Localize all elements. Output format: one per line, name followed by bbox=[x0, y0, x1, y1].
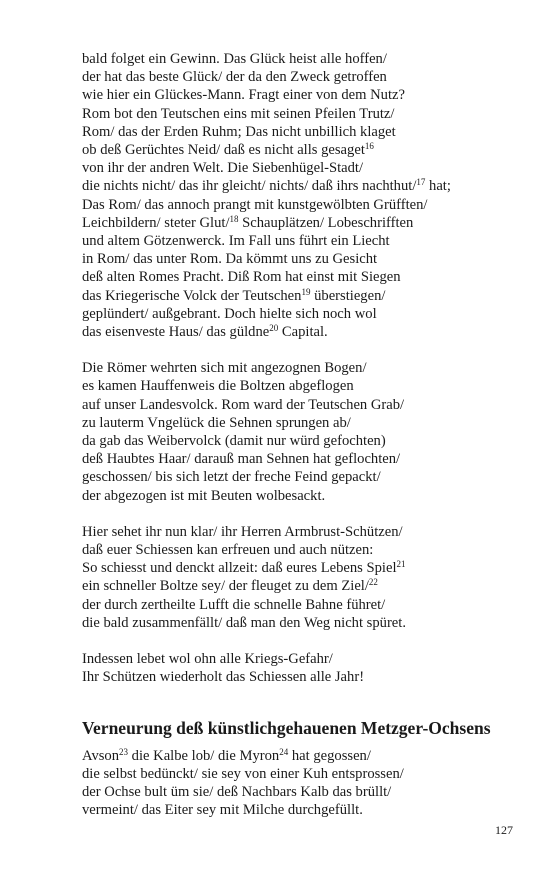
poem-line: Hier sehet ihr nun klar/ ihr Herren Armbrust-Schützen/ bbox=[82, 523, 403, 540]
page-number: 127 bbox=[495, 823, 513, 837]
poem-line: Rom bot den Teutschen eins mit seinen Pfeilen Trutz/ bbox=[82, 105, 395, 122]
poem-line: Ihr Schützen wiederholt das Schiessen alle Jahr! bbox=[82, 669, 365, 686]
poem-line: das eisenveste Haus/ das güldne$^{20}$ Capital. bbox=[82, 323, 328, 341]
footnote-ref: 22 bbox=[368, 577, 378, 588]
poem-line: bald folget ein Gewinn. Das Glück heist alle hoffen/ bbox=[82, 51, 387, 67]
stanza-2 bbox=[82, 359, 522, 505]
footnote-ref: 20 bbox=[269, 323, 279, 334]
poem-line: der durch zertheilte Lufft die schnelle Bahne führet/ bbox=[82, 596, 386, 613]
poem-line: und altem Götzenwerck. Im Fall uns führt ein Liecht bbox=[82, 233, 390, 250]
poem-line: wie hier ein Glückes-Mann. Fragt einer von dem Nutz? bbox=[82, 87, 405, 104]
poem-line: deß alten Romes Pracht. Diß Rom hat einst mit Siegen bbox=[82, 269, 401, 286]
poem-line: es kamen Hauffenweis die Boltzen abgeflogen bbox=[82, 378, 354, 395]
stanza-gap bbox=[82, 632, 522, 650]
poem-line: daß euer Schiessen kan erfreuen und auch nützen: bbox=[82, 542, 374, 559]
poem-line: vermeint/ das Eiter sey mit Milche durchgefüllt. bbox=[82, 802, 363, 819]
poem-line: der hat das beste Glück/ der da den Zweck getroffen bbox=[82, 69, 387, 86]
poem-line: ob deß Gerüchtes Neid/ daß es nicht alls gesaget$^{16}$ bbox=[82, 141, 374, 159]
footnote-ref: 17 bbox=[416, 177, 426, 188]
poem-line: Avson$^{23}$ die Kalbe lob/ die Myron$^{24}$ hat gegossen/ bbox=[82, 746, 371, 764]
poem-heading: Verneurung deß künstlichgehauenen Metzger-Ochsens bbox=[82, 717, 491, 738]
footnote-ref: 19 bbox=[301, 286, 311, 297]
poem-line: in Rom/ das unter Rom. Da kömmt uns zu Gesicht bbox=[82, 251, 378, 268]
poem-line: von ihr der andren Welt. Die Siebenhügel-Stadt/ bbox=[82, 160, 364, 177]
footnote-ref: 24 bbox=[279, 746, 289, 757]
poem-line: geplündert/ außgebrant. Doch hielte sich noch wol bbox=[82, 305, 377, 322]
poem-line: deß Haubtes Haar/ darauß man Sehnen hat geflochten/ bbox=[82, 451, 401, 468]
poem-text bbox=[82, 50, 522, 819]
poem-line: So schiesst und denckt allzeit: daß eures Lebens Spiel$^{21}$ bbox=[82, 559, 406, 577]
stanza-gap bbox=[82, 341, 522, 359]
poem-line: Leichbildern/ steter Glut/$^{18}$ Schauplätzen/ Lobeschrifften bbox=[82, 213, 414, 231]
poem-line: das Kriegerische Volck der Teutschen$^{19}$ überstiegen/ bbox=[82, 286, 386, 304]
stanza-4 bbox=[82, 650, 522, 686]
poem-line: die bald zusammenfällt/ daß man den Weg nicht spüret. bbox=[82, 614, 406, 631]
footnote-ref: 23 bbox=[119, 746, 129, 757]
stanza-3 bbox=[82, 523, 522, 632]
poem-line: die selbst bedünckt/ sie sey von einer Kuh entsprossen/ bbox=[82, 765, 404, 782]
stanza-gap bbox=[82, 505, 522, 523]
poem-line: ein schneller Boltze sey/ der fleuget zu dem Ziel/$^{22}$ bbox=[82, 577, 378, 595]
stanza-5 bbox=[82, 747, 522, 820]
stanza-1 bbox=[82, 50, 522, 341]
poem-line: Die Römer wehrten sich mit angezognen Bogen/ bbox=[82, 360, 367, 377]
poem-line: die nichts nicht/ das ihr gleicht/ nichts/ daß ihrs nachthut/$^{17}$ hat; bbox=[82, 177, 451, 195]
footnote-ref: 21 bbox=[396, 559, 406, 570]
poem-line: Das Rom/ das annoch prangt mit kunstgewölbten Grüfften/ bbox=[82, 196, 428, 213]
poem-line: geschossen/ bis sich letzt der freche Feind gepackt/ bbox=[82, 469, 381, 486]
footnote-ref: 18 bbox=[229, 213, 239, 224]
poem-line: da gab das Weibervolck (damit nur würd gefochten) bbox=[82, 433, 386, 450]
section-gap bbox=[82, 687, 522, 717]
poem-line: der abgezogen ist mit Beuten wolbesackt. bbox=[82, 487, 326, 504]
poem-line: Rom/ das der Erden Ruhm; Das nicht unbillich klaget bbox=[82, 123, 396, 140]
poem-line: auf unser Landesvolck. Rom ward der Teutschen Grab/ bbox=[82, 396, 405, 413]
footnote-ref: 16 bbox=[364, 141, 374, 152]
poem-line: der Ochse bult üm sie/ deß Nachbars Kalb das brüllt/ bbox=[82, 783, 392, 800]
poem-line: Indessen lebet wol ohn alle Kriegs-Gefahr/ bbox=[82, 651, 333, 668]
poem-line: zu lauterm Vngelück die Sehnen sprungen ab/ bbox=[82, 414, 351, 431]
